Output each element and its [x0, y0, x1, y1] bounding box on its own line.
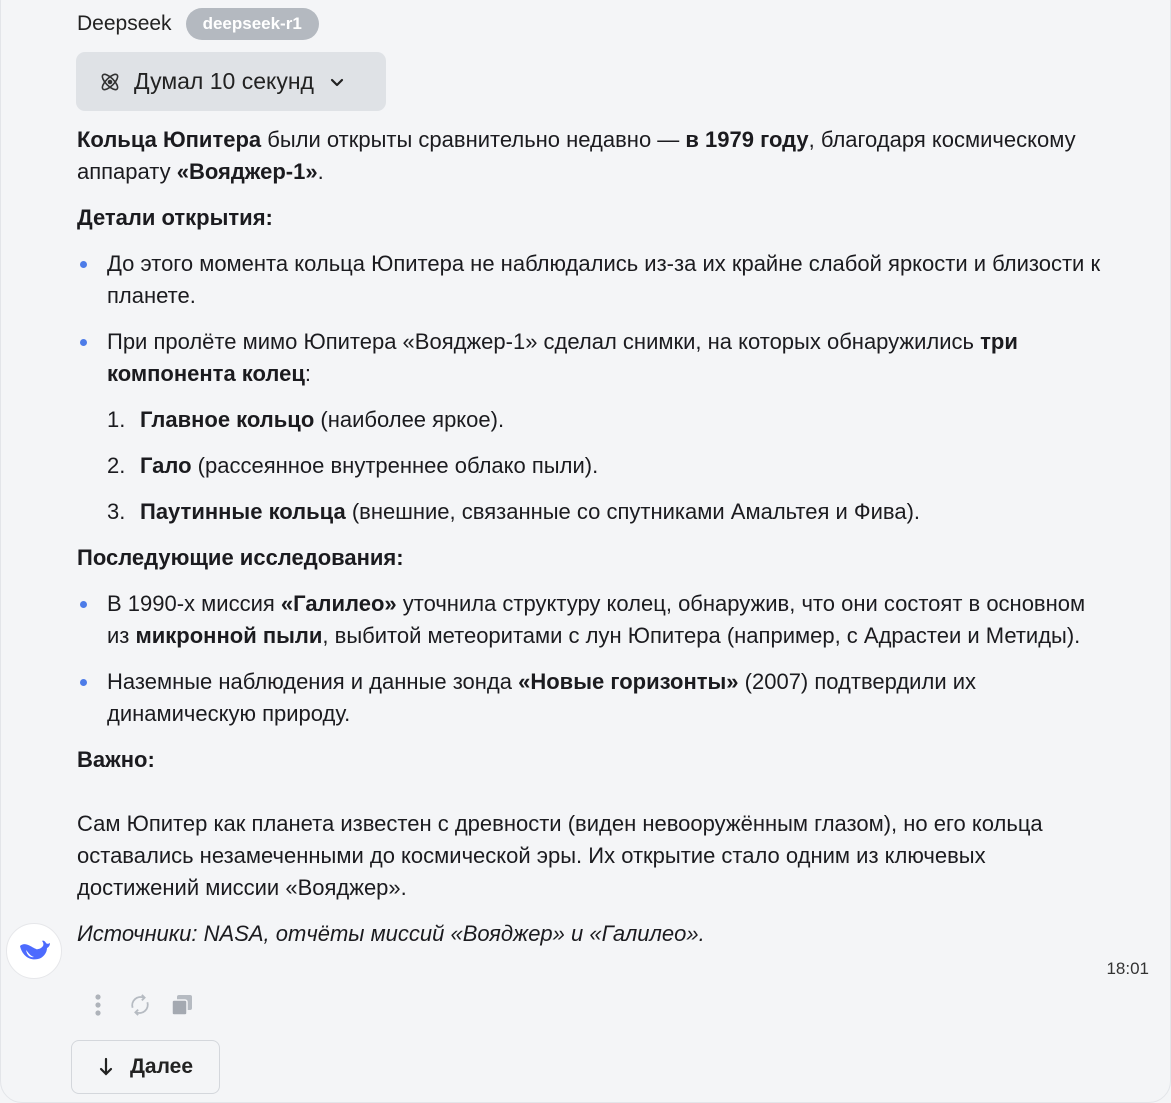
bold-text: Паутинные кольца — [140, 499, 346, 524]
bold-text: микронной пыли — [135, 623, 323, 648]
bold-text: Гало — [140, 453, 192, 478]
bold-text: «Галилео» — [280, 591, 397, 616]
list-number: 1. — [107, 407, 126, 432]
regenerate-icon[interactable] — [128, 991, 152, 1019]
text-segment: уточнила структуру колец, обнаружив, что они состоят в основном из — [107, 591, 1086, 648]
intro-paragraph — [77, 124, 1107, 188]
bold-text: Главное кольцо — [140, 407, 315, 432]
whale-logo-icon — [17, 937, 51, 965]
text-segment: До этого момента кольца Юпитера не наблюдались из-за их крайне слабой яркости и близости к планете. — [107, 251, 1101, 308]
list-number: 3. — [107, 499, 126, 524]
bold-text: в 1979 году — [685, 127, 809, 152]
text-segment: . — [317, 159, 324, 184]
text-segment: В 1990-х миссия — [107, 591, 281, 616]
text-segment: были открыты сравнительно недавно — — [261, 127, 686, 152]
message-actions — [86, 991, 194, 1019]
sources-text: Источники: NASA, отчёты миссий «Вояджер» и «Галилео». — [77, 921, 705, 946]
outro-paragraph: Сам Юпитер как планета известен с древности (виден невооружённым глазом), но его кольца оставались незамеченными до космической эры. Их открытие стало одним из ключевых достижений миссии «Вояджер». — [77, 811, 1043, 900]
message-content — [77, 124, 1107, 964]
thinking-label: Думал 10 секунд — [134, 68, 314, 94]
text-segment: Наземные наблюдения и данные зонда — [107, 669, 519, 694]
thinking-toggle-button[interactable] — [76, 52, 386, 111]
list-item — [77, 588, 1107, 652]
section-heading-research: Последующие исследования: — [77, 545, 404, 570]
list-item — [77, 248, 1107, 312]
assistant-name: Deepseek — [77, 12, 172, 35]
text-segment: , благодаря космическому аппарату — [77, 127, 1076, 184]
deepseek-avatar — [6, 923, 62, 979]
text-segment: (внешние, связанные со спутниками Амальтея и Фива). — [345, 499, 921, 524]
numbered-list-item — [77, 404, 1107, 436]
copy-icon[interactable] — [170, 991, 194, 1019]
message-timestamp: 18:01 — [1106, 959, 1149, 978]
bold-text: Кольца Юпитера — [77, 127, 262, 152]
atom-icon — [98, 70, 122, 94]
text-segment: (рассеянное внутреннее облако пыли). — [191, 453, 599, 478]
list-item — [77, 326, 1107, 390]
model-badge: deepseek-r1 — [186, 8, 319, 40]
research-list — [77, 588, 1107, 730]
arrow-down-icon — [98, 1057, 114, 1077]
bold-text: три компонента колец — [107, 329, 1018, 386]
bold-text: «Вояджер-1» — [176, 159, 318, 184]
text-segment: : — [304, 361, 311, 386]
numbered-list-item — [77, 496, 1107, 528]
section-heading-discovery: Детали открытия: — [77, 205, 273, 230]
list-number: 2. — [107, 453, 126, 478]
list-item — [77, 666, 1107, 730]
discovery-list — [77, 248, 1107, 390]
text-segment: (наиболее яркое). — [314, 407, 505, 432]
text-segment: При пролёте мимо Юпитера «Вояджер-1» сделал снимки, на которых обнаружились — [107, 329, 981, 354]
next-button-label: Далее — [129, 1055, 194, 1078]
more-icon[interactable] — [86, 991, 110, 1019]
chevron-down-icon — [328, 73, 346, 91]
ring-components-list — [77, 404, 1107, 528]
text-segment: , выбитой метеоритами с лун Юпитера (например, с Адрастеи и Метиды). — [322, 623, 1081, 648]
bold-text: «Новые горизонты» — [518, 669, 739, 694]
text-segment: (2007) подтвердили их динамическую природу. — [107, 669, 977, 726]
message-header — [77, 8, 319, 40]
numbered-list-item — [77, 450, 1107, 482]
next-button[interactable] — [71, 1040, 220, 1094]
section-heading-important: Важно: — [77, 747, 155, 772]
